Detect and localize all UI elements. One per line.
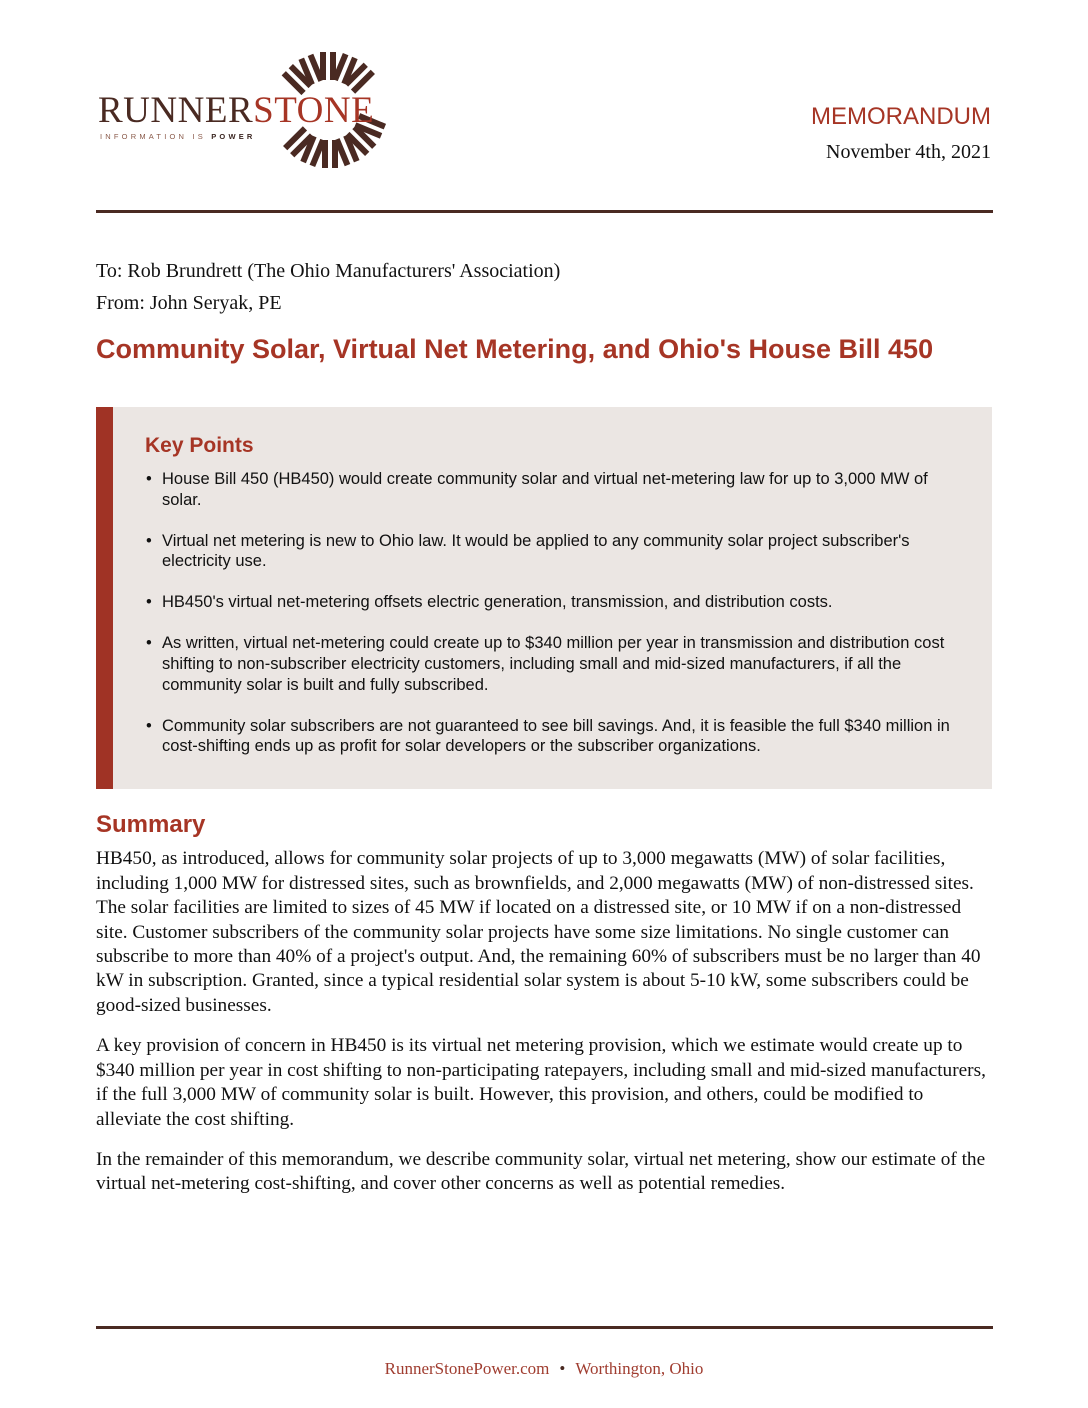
key-points-accent-bar bbox=[96, 407, 113, 789]
logo-wordmark bbox=[98, 92, 374, 130]
key-point: • HB450's virtual net-metering offsets electric generation, transmission, and distribution costs. bbox=[144, 592, 952, 613]
footer-website[interactable]: RunnerStonePower.com bbox=[384, 1359, 550, 1378]
header-divider bbox=[96, 210, 993, 213]
memo-date: November 4th, 2021 bbox=[826, 141, 991, 163]
footer bbox=[0, 1358, 1088, 1380]
key-point: • Virtual net metering is new to Ohio law. It would be applied to any community solar project subscriber's electricity use. bbox=[144, 531, 952, 572]
summary-heading: Summary bbox=[96, 811, 206, 839]
sunburst-stripe-bar bbox=[320, 52, 326, 80]
summary-body bbox=[96, 847, 992, 1196]
memo-title: Community Solar, Virtual Net Metering, and Ohio's House Bill 450 bbox=[96, 334, 934, 364]
memo-content bbox=[96, 259, 992, 1213]
runnerstone-logo bbox=[96, 48, 396, 173]
doc-type: MEMORANDUM bbox=[811, 103, 991, 130]
key-point: • House Bill 450 (HB450) would create community solar and virtual net-metering law for up to 3,000 MW of solar. bbox=[144, 469, 952, 510]
footer-separator: • bbox=[559, 1359, 566, 1378]
key-points-list bbox=[144, 469, 952, 757]
tagline-b: POWER bbox=[211, 132, 256, 141]
logo-tagline bbox=[100, 132, 256, 141]
footer-location: Worthington, Ohio bbox=[575, 1359, 704, 1378]
summary-paragraph: In the remainder of this memorandum, we describe community solar, virtual net metering, show our estimate of the virtual net-metering cost-shifting, and cover other concerns as well as potential remedies. bbox=[96, 1148, 986, 1195]
footer-divider bbox=[96, 1326, 993, 1329]
sunburst-stripe-bar bbox=[332, 140, 338, 168]
summary-paragraph: A key provision of concern in HB450 is its virtual net metering provision, which we estimate would create up to $340 million per year in cost shifting to non-participating ratepayers, including small and mid-sized manufacturers, if the full 3,000 MW of community solar is built. However, this provision, and others, could be modified to alleviate the cost shifting. bbox=[96, 1035, 986, 1130]
logo-runner: RUNNER bbox=[98, 90, 254, 131]
key-points-heading: Key Points bbox=[145, 434, 254, 457]
key-point: • As written, virtual net-metering could create up to $340 million per year in transmission and distribution cost shifting to non-subscriber electricity customers, including small and mid-sized manufacturers, if all the community solar is built and fully subscribed. bbox=[144, 633, 952, 695]
logo-stone: STONE bbox=[253, 90, 375, 131]
to-line: To: Rob Brundrett (The Ohio Manufacturers' Association) bbox=[96, 260, 561, 282]
tagline-a: INFORMATION IS bbox=[100, 132, 206, 141]
key-point: • Community solar subscribers are not guaranteed to see bill savings. And, it is feasible the full $340 million in cost-shifting ends up as profit for solar developers or the subscriber organizations. bbox=[144, 716, 952, 757]
from-line: From: John Seryak, PE bbox=[96, 292, 282, 314]
key-points-box bbox=[96, 407, 992, 789]
summary-paragraph: HB450, as introduced, allows for community solar projects of up to 3,000 megawatts (MW) of solar facilities, including 1,000 MW for distressed sites, such as brownfields, and 2,000 megawatts (MW) of non-distressed sites. The solar facilities are limited to sizes of 45 MW if located on a distressed site, or 10 MW if on a non-distressed site. Customer subscribers of the community solar projects have some size limitations. No single customer can subscribe to more than 40% of a project's output. And, the remaining 60% of subscribers must be no larger than 40 kW in subscription. Granted, since a typical residential solar system is about 5-10 kW, some subscribers could be good-sized businesses. bbox=[96, 848, 981, 1016]
